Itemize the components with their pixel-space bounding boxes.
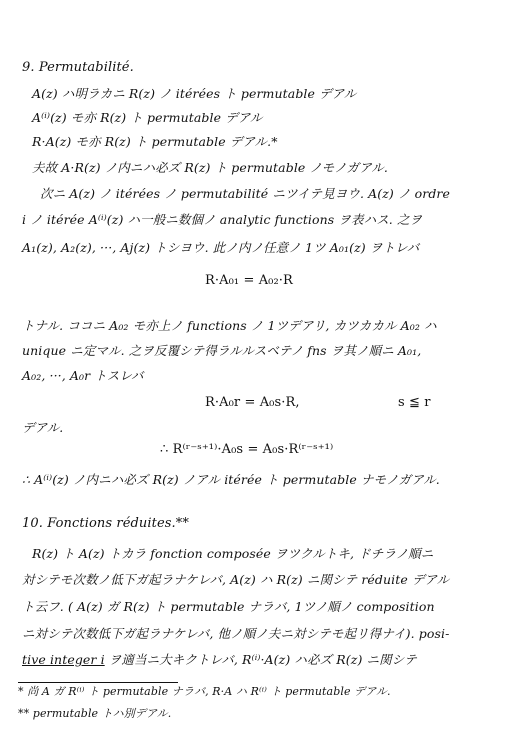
footnote-1: * 尚 A ガ R⁽ⁱ⁾ ト permutable ナラバ, R·A ハ R⁽ⁱ⁾ ト permutable デアル.	[18, 685, 391, 698]
section-9-line-8: トナル. ココニ A₀₂ モ亦上ノ functions ノ 1ツデアリ, カツカカル A₀₂ ハ	[22, 318, 437, 333]
footnote-2: ** permutable トハ別デアル.	[18, 707, 172, 720]
section-10-heading: 10. Fonctions réduites.**	[22, 516, 189, 531]
section-10-line-5: tive integer i ヲ適当ニ大キクトレバ, R⁽ⁱ⁾·A(z) ハ必ズ R(z) ニ関シテ	[22, 652, 417, 667]
section-9-line-1: A(z) ハ明ラカニ R(z) ノ itérées ト permutable デアル	[32, 86, 357, 101]
section-9-line-9: unique ニ定マル. 之ヲ反覆シテ得ラルルスベテノ fns ヲ其ノ順ニ A₀₁,	[22, 343, 422, 358]
underlined-phrase: tive integer i	[22, 652, 105, 667]
formula-2-condition: s ≦ r	[398, 395, 431, 410]
formula-3: ∴ R⁽ʳ⁻ˢ⁺¹⁾·A₀s = A₀s·R⁽ʳ⁻ˢ⁺¹⁾	[160, 442, 334, 457]
section-9-line-5: 次ニ A(z) ノ itérées ノ permutabilité ニツイテ見ヨウ. A(z) ノ ordre	[40, 186, 450, 201]
section-10-line-4: ニ対シテ次数低下ガ起ラナケレバ, 他ノ順ノ夫ニ対シテモ起リ得ナイ). posi-	[22, 626, 450, 641]
formula-2: R·A₀r = A₀s·R,	[205, 395, 300, 410]
section-9-line-2: A⁽ⁱ⁾(z) モ亦 R(z) ト permutable デアル	[32, 110, 263, 125]
footnote-divider	[18, 682, 178, 683]
section-9-line-3: R·A(z) モ亦 R(z) ト permutable デアル.*	[32, 134, 278, 149]
section-10-line-3: ト云フ. ( A(z) ガ R(z) ト permutable ナラバ, 1ツノ順ノ composition	[22, 599, 435, 614]
section-9-line-7: A₁(z), A₂(z), ···, Aj(z) トシヨウ. 此ノ内ノ任意ノ 1ツ A₀₁(z) ヲトレバ	[22, 240, 420, 255]
section-10-line-2: 対シテモ次数ノ低下ガ起ラナケレバ, A(z) ハ R(z) ニ関シテ réduite デアル	[22, 572, 450, 587]
section-9-dearu: デアル.	[22, 420, 64, 435]
section-9-line-10: A₀₂, ···, A₀r トスレバ	[22, 368, 144, 383]
section-9-line-6: i ノ itérée A⁽ⁱ⁾(z) ハ一般ニ数個ノ analytic functions ヲ表ハス. 之ヲ	[22, 212, 423, 227]
section-9-conclusion: ∴ A⁽ⁱ⁾(z) ノ内ニハ必ズ R(z) ノアル itérée ト permutable ナモノガアル.	[22, 472, 440, 487]
section-9-heading: 9. Permutabilité.	[22, 60, 134, 75]
formula-1: R·A₀₁ = A₀₂·R	[205, 273, 293, 288]
section-9-line-4: 夫故 A·R(z) ノ内ニハ必ズ R(z) ト permutable ノモノガアル.	[32, 160, 388, 175]
section-10-line-1: R(z) ト A(z) トカラ fonction composée ヲツクルトキ, ドチラノ順ニ	[32, 546, 434, 561]
